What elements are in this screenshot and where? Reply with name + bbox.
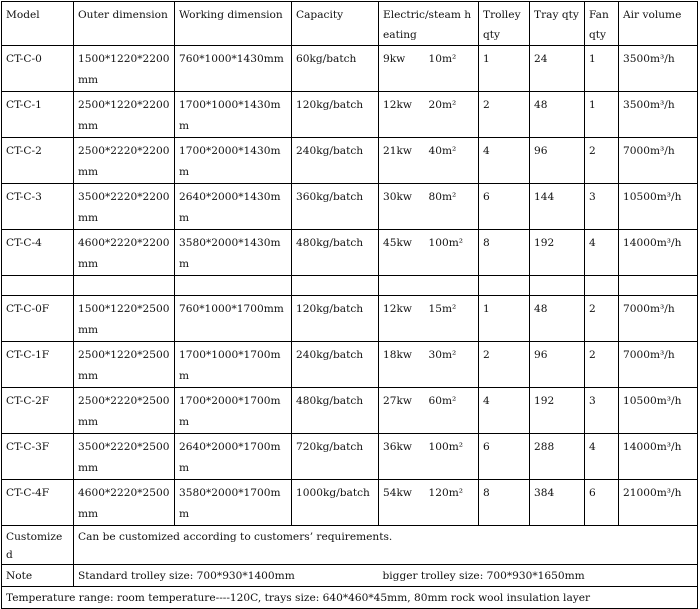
air-volume-cell: 10500m³/h (619, 388, 698, 434)
power-cell: 27kw (379, 388, 425, 434)
tray-qty-cell: 384 (530, 480, 585, 526)
standard-trolley-size: Standard trolley size: 700*930*1400mm (74, 565, 379, 587)
model-cell: CT-C-1F (2, 342, 74, 388)
model-cell: CT-C-2F (2, 388, 74, 434)
power-cell: 54kw (379, 480, 425, 526)
header-trolley-qty: Trolley qty (479, 2, 530, 46)
tray-qty-cell: 144 (530, 184, 585, 230)
air-volume-cell: 7000m³/h (619, 138, 698, 184)
outer-dimension-cell: 2500*1220*2200 mm (74, 92, 175, 138)
steam-area-cell: 30m² (425, 342, 479, 388)
working-dimension-cell: 3580*2000*1700mm (175, 480, 292, 526)
header-outer-dimension: Outer dimension (74, 2, 175, 46)
empty-cell (619, 276, 698, 296)
empty-cell (175, 276, 292, 296)
trolley-qty-cell: 6 (479, 434, 530, 480)
fan-qty-cell: 2 (585, 296, 619, 342)
model-cell: CT-C-0F (2, 296, 74, 342)
model-cell: CT-C-3F (2, 434, 74, 480)
table-row (2, 92, 698, 138)
steam-area-cell: 100m² (425, 434, 479, 480)
working-dimension-cell: 1700*1000*1430mm (175, 92, 292, 138)
steam-area-cell: 40m² (425, 138, 479, 184)
empty-cell (479, 276, 530, 296)
power-cell: 30kw (379, 184, 425, 230)
fan-qty-cell: 1 (585, 46, 619, 92)
capacity-cell: 120kg/batch (292, 296, 379, 342)
tray-qty-cell: 96 (530, 138, 585, 184)
trolley-qty-cell: 6 (479, 184, 530, 230)
header-tray-qty: Tray qty (530, 2, 585, 46)
air-volume-cell: 14000m³/h (619, 230, 698, 276)
trolley-qty-cell: 2 (479, 342, 530, 388)
outer-dimension-cell: 4600*2220*2500 mm (74, 480, 175, 526)
air-volume-cell: 14000m³/h (619, 434, 698, 480)
working-dimension-cell: 2640*2000*1430mm (175, 184, 292, 230)
empty-cell (425, 276, 479, 296)
empty-cell (530, 276, 585, 296)
trolley-qty-cell: 1 (479, 46, 530, 92)
fan-qty-cell: 2 (585, 342, 619, 388)
header-capacity: Capacity (292, 2, 379, 46)
tray-qty-cell: 48 (530, 92, 585, 138)
steam-area-cell: 60m² (425, 388, 479, 434)
header-working-dimension: Working dimension (175, 2, 292, 46)
air-volume-cell: 3500m³/h (619, 92, 698, 138)
model-cell: CT-C-1 (2, 92, 74, 138)
header-model: Model (2, 2, 74, 46)
spec-table (1, 1, 698, 609)
separator-row (2, 276, 698, 296)
customized-text: Can be customized according to customers’ requirements. (74, 526, 698, 565)
air-volume-cell: 21000m³/h (619, 480, 698, 526)
tray-qty-cell: 192 (530, 388, 585, 434)
capacity-cell: 720kg/batch (292, 434, 379, 480)
fan-qty-cell: 3 (585, 184, 619, 230)
trolley-qty-cell: 4 (479, 388, 530, 434)
table-row (2, 434, 698, 480)
steam-area-cell: 120m² (425, 480, 479, 526)
tray-qty-cell: 24 (530, 46, 585, 92)
outer-dimension-cell: 3500*2220*2500 mm (74, 434, 175, 480)
empty-cell (2, 276, 74, 296)
tray-qty-cell: 288 (530, 434, 585, 480)
air-volume-cell: 3500m³/h (619, 46, 698, 92)
trolley-qty-cell: 8 (479, 230, 530, 276)
capacity-cell: 240kg/batch (292, 342, 379, 388)
capacity-cell: 480kg/batch (292, 230, 379, 276)
header-air-volume: Air volume (619, 2, 698, 46)
tray-qty-cell: 48 (530, 296, 585, 342)
trolley-qty-cell: 2 (479, 92, 530, 138)
fan-qty-cell: 4 (585, 230, 619, 276)
working-dimension-cell: 760*1000*1430mm (175, 46, 292, 92)
power-cell: 45kw (379, 230, 425, 276)
fan-qty-cell: 3 (585, 388, 619, 434)
power-cell: 12kw (379, 296, 425, 342)
table-row (2, 480, 698, 526)
empty-cell (585, 276, 619, 296)
empty-cell (292, 276, 379, 296)
power-cell: 9kw (379, 46, 425, 92)
capacity-cell: 1000kg/batch (292, 480, 379, 526)
empty-cell (74, 276, 175, 296)
capacity-cell: 120kg/batch (292, 92, 379, 138)
table-row (2, 296, 698, 342)
model-cell: CT-C-2 (2, 138, 74, 184)
trolley-qty-cell: 4 (479, 138, 530, 184)
air-volume-cell: 10500m³/h (619, 184, 698, 230)
outer-dimension-cell: 3500*2220*2200 mm (74, 184, 175, 230)
fan-qty-cell: 4 (585, 434, 619, 480)
header-fan-qty: Fan qty (585, 2, 619, 46)
customized-row (2, 526, 698, 565)
steam-area-cell: 100m² (425, 230, 479, 276)
table-row (2, 184, 698, 230)
fan-qty-cell: 2 (585, 138, 619, 184)
model-cell: CT-C-4F (2, 480, 74, 526)
air-volume-cell: 7000m³/h (619, 296, 698, 342)
outer-dimension-cell: 2500*1220*2500 mm (74, 342, 175, 388)
tray-qty-cell: 96 (530, 342, 585, 388)
model-cell: CT-C-4 (2, 230, 74, 276)
capacity-cell: 360kg/batch (292, 184, 379, 230)
fan-qty-cell: 1 (585, 92, 619, 138)
header-row (2, 2, 698, 46)
power-cell: 21kw (379, 138, 425, 184)
working-dimension-cell: 2640*2000*1700mm (175, 434, 292, 480)
empty-cell (379, 276, 425, 296)
tray-qty-cell: 192 (530, 230, 585, 276)
steam-area-cell: 10m² (425, 46, 479, 92)
air-volume-cell: 7000m³/h (619, 342, 698, 388)
model-cell: CT-C-3 (2, 184, 74, 230)
capacity-cell: 240kg/batch (292, 138, 379, 184)
capacity-cell: 480kg/batch (292, 388, 379, 434)
footer-row (2, 587, 698, 609)
outer-dimension-cell: 4600*2220*2200 mm (74, 230, 175, 276)
fan-qty-cell: 6 (585, 480, 619, 526)
working-dimension-cell: 3580*2000*1430mm (175, 230, 292, 276)
table-row (2, 230, 698, 276)
steam-area-cell: 20m² (425, 92, 479, 138)
outer-dimension-cell: 1500*1220*2200 mm (74, 46, 175, 92)
working-dimension-cell: 1700*2000*1700mm (175, 388, 292, 434)
steam-area-cell: 80m² (425, 184, 479, 230)
note-row (2, 565, 698, 587)
temperature-range-note: Temperature range: room temperature----120C, trays size: 640*460*45mm, 80mm rock wool insulation layer (2, 587, 698, 609)
working-dimension-cell: 760*1000*1700mm (175, 296, 292, 342)
steam-area-cell: 15m² (425, 296, 479, 342)
power-cell: 36kw (379, 434, 425, 480)
table-row (2, 46, 698, 92)
note-label: Note (2, 565, 74, 587)
table-row (2, 388, 698, 434)
table-row (2, 342, 698, 388)
power-cell: 18kw (379, 342, 425, 388)
power-cell: 12kw (379, 92, 425, 138)
table-row (2, 138, 698, 184)
trolley-qty-cell: 8 (479, 480, 530, 526)
outer-dimension-cell: 2500*2220*2200 mm (74, 138, 175, 184)
capacity-cell: 60kg/batch (292, 46, 379, 92)
working-dimension-cell: 1700*2000*1430mm (175, 138, 292, 184)
working-dimension-cell: 1700*1000*1700mm (175, 342, 292, 388)
outer-dimension-cell: 1500*1220*2500 mm (74, 296, 175, 342)
trolley-qty-cell: 1 (479, 296, 530, 342)
bigger-trolley-size: bigger trolley size: 700*930*1650mm (379, 565, 698, 587)
header-heating: Electric/steam heating (379, 2, 479, 46)
model-cell: CT-C-0 (2, 46, 74, 92)
customized-label: Customized (2, 526, 74, 565)
outer-dimension-cell: 2500*2220*2500 mm (74, 388, 175, 434)
